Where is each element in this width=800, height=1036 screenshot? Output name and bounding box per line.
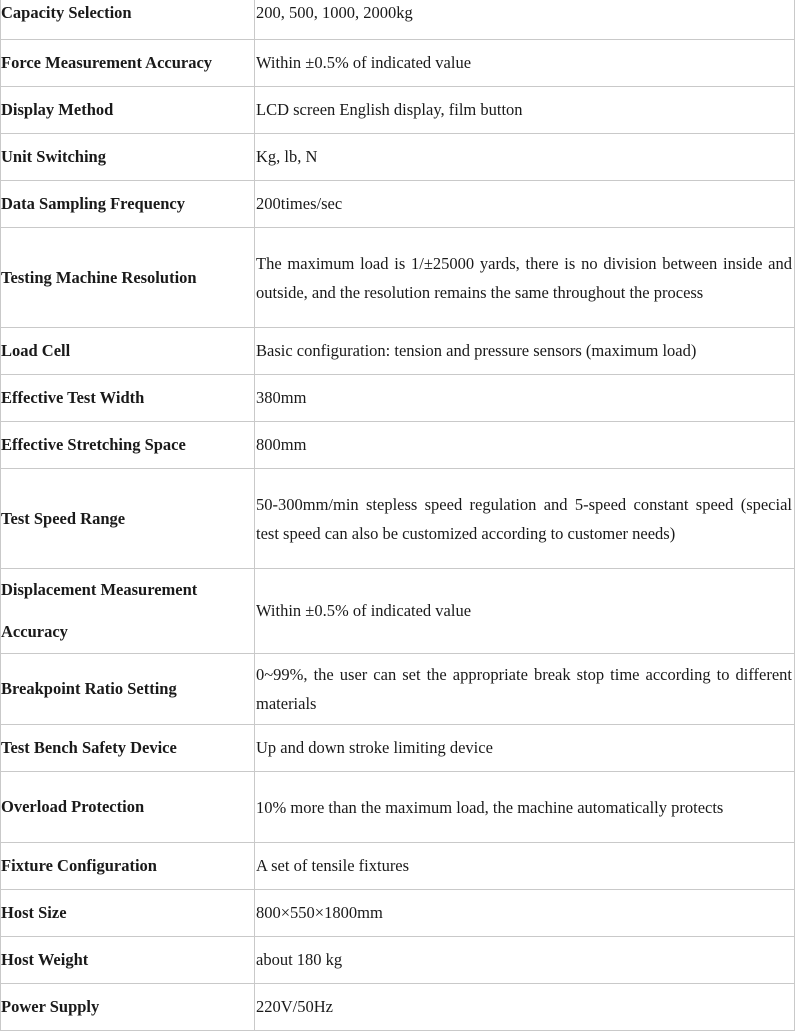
spec-value: Kg, lb, N — [255, 134, 795, 181]
spec-label: Effective Stretching Space — [1, 422, 255, 469]
table-row — [1, 569, 795, 654]
table-row — [1, 134, 795, 181]
table-row — [1, 228, 795, 328]
spec-value: about 180 kg — [255, 937, 795, 984]
table-row — [1, 469, 795, 569]
table-row — [1, 772, 795, 843]
spec-label: Power Supply — [1, 984, 255, 1031]
spec-value: 800×550×1800mm — [255, 890, 795, 937]
spec-label: Overload Protection — [1, 772, 255, 843]
spec-value: 10% more than the maximum load, the machine automatically protects — [255, 772, 795, 843]
spec-value: Within ±0.5% of indicated value — [255, 40, 795, 87]
spec-value: 200times/sec — [255, 181, 795, 228]
spec-label: Testing Machine Resolution — [1, 228, 255, 328]
spec-label: Test Bench Safety Device — [1, 725, 255, 772]
spec-label: Fixture Configuration — [1, 843, 255, 890]
table-row — [1, 181, 795, 228]
spec-label: Force Measurement Accuracy — [1, 40, 255, 87]
table-row — [1, 843, 795, 890]
spec-label: Host Size — [1, 890, 255, 937]
spec-value: 380mm — [255, 375, 795, 422]
spec-value: The maximum load is 1/±25000 yards, there is no division between inside and outside, and the resolution remains the same throughout the process — [255, 228, 795, 328]
table-row — [1, 375, 795, 422]
spec-value: Up and down stroke limiting device — [255, 725, 795, 772]
table-row — [1, 0, 795, 40]
spec-value: Within ±0.5% of indicated value — [255, 569, 795, 654]
spec-value: 200, 500, 1000, 2000kg — [255, 0, 795, 40]
spec-value: Basic configuration: tension and pressure sensors (maximum load) — [255, 328, 795, 375]
spec-label: Effective Test Width — [1, 375, 255, 422]
spec-label: Host Weight — [1, 937, 255, 984]
table-row — [1, 40, 795, 87]
table-row — [1, 937, 795, 984]
table-row — [1, 654, 795, 725]
spec-label: Display Method — [1, 87, 255, 134]
spec-value: 800mm — [255, 422, 795, 469]
spec-label: Load Cell — [1, 328, 255, 375]
spec-value: 50-300mm/min stepless speed regulation and 5-speed constant speed (special test speed can also be customized according to customer needs) — [255, 469, 795, 569]
spec-label: Data Sampling Frequency — [1, 181, 255, 228]
spec-value: A set of tensile fixtures — [255, 843, 795, 890]
table-row — [1, 87, 795, 134]
table-row — [1, 890, 795, 937]
spec-label: Unit Switching — [1, 134, 255, 181]
table-row — [1, 422, 795, 469]
spec-label: Test Speed Range — [1, 469, 255, 569]
spec-label: Breakpoint Ratio Setting — [1, 654, 255, 725]
spec-value: LCD screen English display, film button — [255, 87, 795, 134]
spec-label: Displacement Measurement Accuracy — [1, 569, 255, 654]
table-row — [1, 328, 795, 375]
spec-value: 220V/50Hz — [255, 984, 795, 1031]
spec-value: 0~99%, the user can set the appropriate break stop time according to different materials — [255, 654, 795, 725]
table-row — [1, 725, 795, 772]
table-row — [1, 984, 795, 1031]
spec-label: Capacity Selection — [1, 0, 255, 40]
